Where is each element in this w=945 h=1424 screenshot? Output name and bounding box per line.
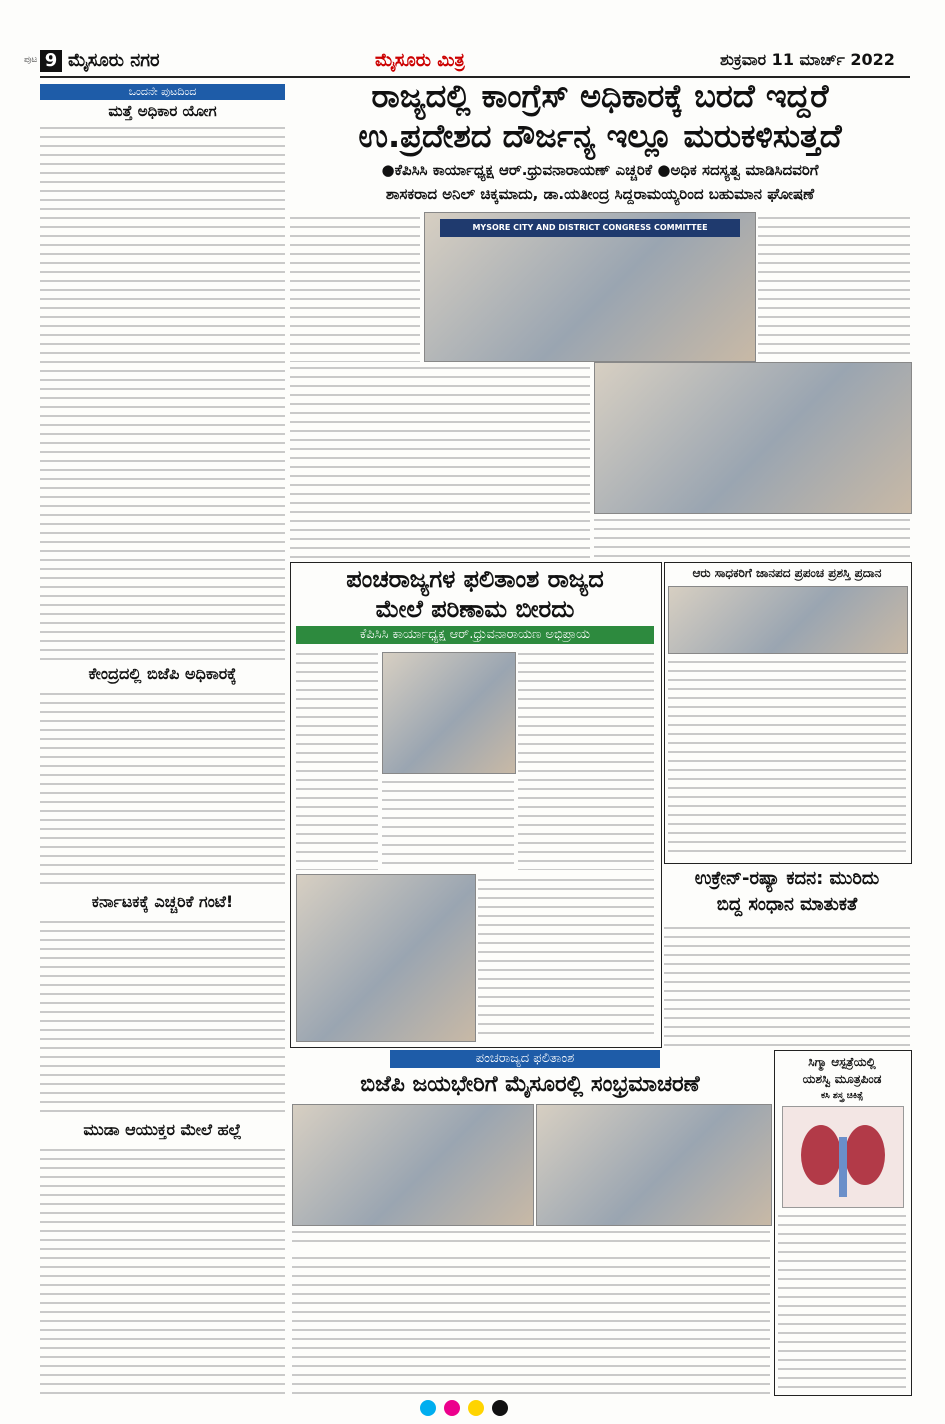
left-heading-4: ಮುಡಾ ಆಯುಕ್ತರ ಮೇಲೆ ಹಲ್ಲೆ [83,1120,242,1139]
paper-name: ಮೈಸೂರು ಮಿತ್ರ [375,50,465,71]
issue-date: ಶುಕ್ರವಾರ 11 ಮಾರ್ಚ್ 2022 [720,50,895,69]
story5-photo-2 [536,1104,772,1226]
left-article-4-body [40,1144,285,1394]
lead-subheadline [290,158,910,206]
cyan-mark [420,1400,436,1416]
lead-headline [290,76,910,156]
story4-headline-line2: ಬಿದ್ದ ಸಂಧಾನ ಮಾತುಕತೆ [716,894,858,915]
story4-headline-line1: ಉಕ್ರೇನ್-ರಷ್ಯಾ ಕದನ: ಮುರಿದು [694,868,880,889]
lead-sub-1: ●ಕೆಪಿಸಿಸಿ ಕಾರ್ಯಾಧ್ಯಕ್ಷ ಆರ್.ಧ್ರುವನಾರಾಯಣ್ ಎಚ್ಚರಿಕೆ ●ಅಧಿಕ ಸದಸ್ಯತ್ವ ಮಾಡಿಸಿದವರಿಗೆ [381,161,819,179]
story4-headline [664,866,910,918]
story2-column-1 [296,648,378,870]
lead-photo-caption [594,514,910,560]
continued-tag: ಒಂದನೇ ಪುಟದಿಂದ [40,84,285,100]
left-heading-3: ಕರ್ನಾಟಕಕ್ಕೆ ಎಚ್ಚರಿಕೆ ಗಂಟೆ! [91,892,234,911]
story4-body [664,922,910,1046]
section-title: ಮೈಸೂರು ನಗರ [68,50,160,71]
story6-headline-line3: ಕಸಿ ಶಸ್ತ್ರ ಚಿಕಿತ್ಸೆ [820,1091,864,1101]
story2-group-photo [296,874,476,1042]
story5-headline: ಬಿಜೆಪಿ ಜಯಭೇರಿಗೆ ಮೈಸೂರಲ್ಲಿ ಸಂಭ್ರಮಾಚರಣೆ [360,1072,700,1097]
photo-banner: MYSORE CITY AND DISTRICT CONGRESS COMMITTEE [440,219,740,237]
story2-headline-line1: ಪಂಚರಾಜ್ಯಗಳ ಫಲಿತಾಂಶ ರಾಜ್ಯದ [346,565,604,593]
lead-group-photo [424,212,756,362]
story2-column-2 [382,776,514,870]
page-number: 9 [40,50,62,72]
story5-caption [292,1226,770,1248]
yellow-mark [468,1400,484,1416]
page-label: ಪುಟ [24,55,38,65]
left-article-2-body [40,688,285,888]
kidney-icon [783,1107,903,1207]
story3-headline: ಆರು ಸಾಧಕರಿಗೆ ಜಾನಪದ ಪ್ರಪಂಚ ಪ್ರಶಸ್ತಿ ಪ್ರದಾನ [692,566,882,580]
lead-story-column-4 [758,212,910,360]
story3-body [668,656,906,856]
magenta-mark [444,1400,460,1416]
kidney-illustration [782,1106,904,1208]
lead-award-photos [594,362,912,514]
story5-photo-1 [292,1104,534,1226]
story3-photo [668,586,908,654]
black-mark [492,1400,508,1416]
story5-banner: ಪಂಚರಾಜ್ಯದ ಫಲಿತಾಂಶ [390,1050,660,1068]
story2-subhead: ಕೆಪಿಸಿಸಿ ಕಾರ್ಯಾಧ್ಯಕ್ಷ ಆರ್.ಧ್ರುವನಾರಾಯಣ ಅಭಿಪ್ರಾಯ [296,626,654,644]
left-heading-1: ಮತ್ತೆ ಅಧಿಕಾರ ಯೋಗ [108,102,217,120]
story2-photo-caption [478,874,654,1040]
lead-story-column-2 [290,362,590,560]
story6-headline-line1: ಸಿಗ್ಮಾ ಆಸ್ಪತ್ರೆಯಲ್ಲಿ [808,1055,876,1069]
story5-body [292,1252,770,1394]
story2-headline [296,564,654,624]
color-registration-marks [420,1400,508,1416]
left-heading-2: ಕೇಂದ್ರದಲ್ಲಿ ಬಿಜೆಪಿ ಅಧಿಕಾರಕ್ಕೆ [88,664,237,683]
story6-headline-line2: ಯಶಸ್ವಿ ಮೂತ್ರಪಿಂಡ [802,1072,882,1086]
story2-headline-line2: ಮೇಲೆ ಪರಿಣಾಮ ಬೀರದು [375,595,575,623]
story6-body [778,1210,906,1390]
story6-headline [778,1054,906,1105]
story2-column-3 [518,648,654,870]
lead-headline-line2: ಉ.ಪ್ರದೇಶದ ದೌರ್ಜನ್ಯ ಇಲ್ಲೂ ಮರುಕಳಿಸುತ್ತದೆ [358,117,842,155]
lead-sub-2: ಶಾಸಕರಾದ ಅನಿಲ್ ಚಿಕ್ಕಮಾದು, ಡಾ.ಯತೀಂದ್ರ ಸಿದ್ದರಾಮಯ್ಯರಿಂದ ಬಹುಮಾನ ಘೋಷಣೆ [385,185,815,203]
story2-portrait [382,652,516,774]
left-article-3-body [40,916,285,1116]
left-article-1-body [40,122,285,662]
lead-headline-line1: ರಾಜ್ಯದಲ್ಲಿ ಕಾಂಗ್ರೆಸ್ ಅಧಿಕಾರಕ್ಕೆ ಬರದೆ ಇದ್ದರೆ [371,77,829,115]
